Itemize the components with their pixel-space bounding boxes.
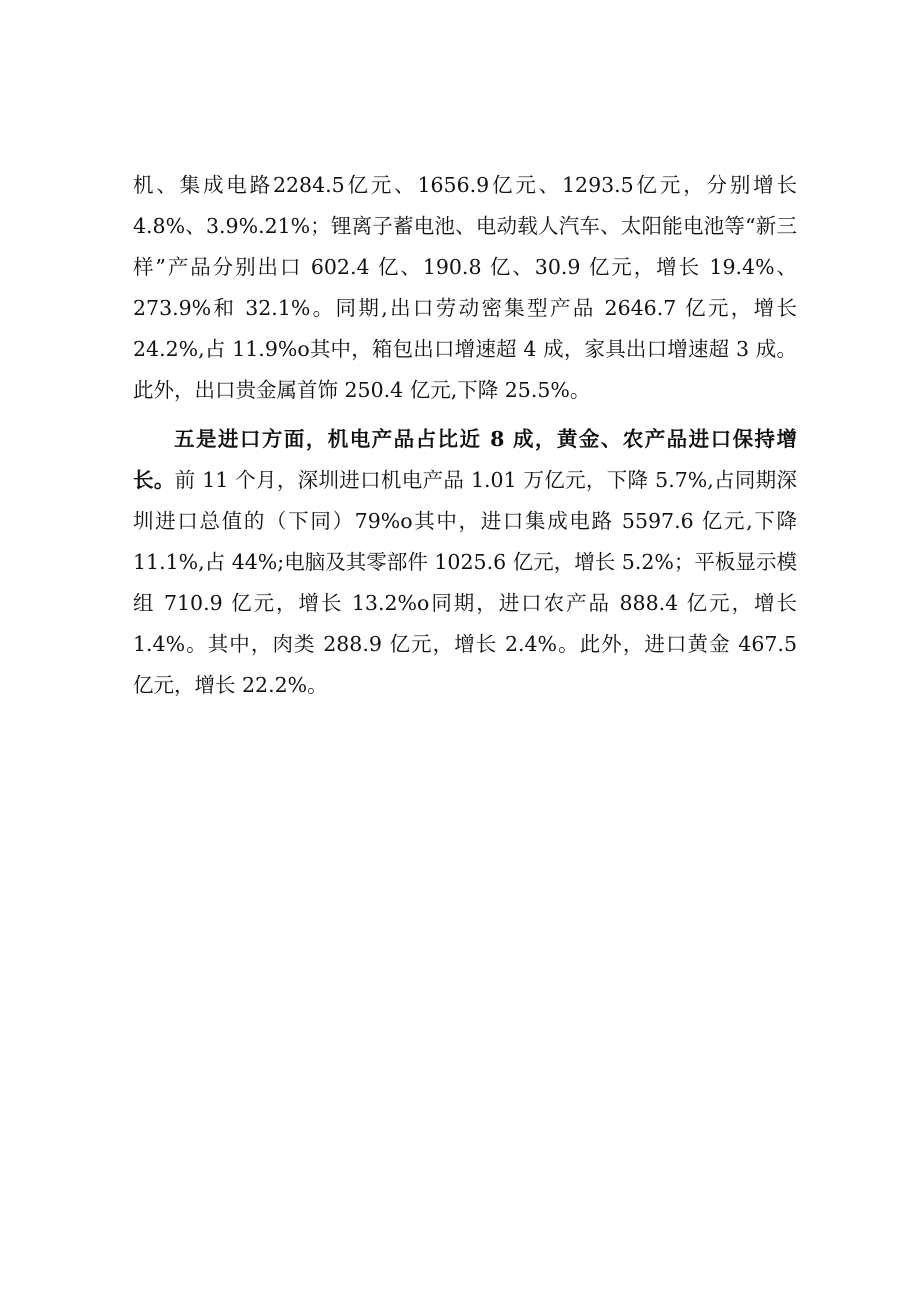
paragraph-export [133,165,797,411]
paragraph-import [133,419,797,706]
paragraph-export-text: 机、集成电路2284.5亿元、1656.9亿元、1293.5亿元，分别增长4.8%、3.9%.21%；锂离子蓄电池、电动载人汽车、太阳能电池等“新三样”产品分别出口 602.4 亿、190.8 亿、30.9 亿元，增长 19.4%、273.9%和 32.1%。同期,出口劳动密集型产品 2646.7 亿元，增长 24.2%,占 11.9%o其中，箱包出口增速超 4 成，家具出口增速超 3 成。此外，出口贵金属首饰 250.4 亿元,下降 25.5%。 [133,173,797,402]
paragraph-import-text: 前 11 个月，深圳进口机电产品 1.01 万亿元，下降 5.7%,占同期深圳进口总值的（下同）79%o其中，进口集成电路 5597.6 亿元,下降 11.1%,占 44%;电脑及其零部件 1025.6 亿元，增长 5.2%；平板显示模组 710.9 亿元，增长 13.2%o同期，进口农产品 888.4 亿元，增长 1.4%。其中，肉类 288.9 亿元，增长 2.4%。此外，进口黄金 467.5 亿元，增长 22.2%。 [133,468,798,697]
document-body [133,165,797,706]
paragraph-import-lead: 五是进口方面，机电产品占比近 8 成，黄金、农产品进口保持增长。 [133,427,797,492]
